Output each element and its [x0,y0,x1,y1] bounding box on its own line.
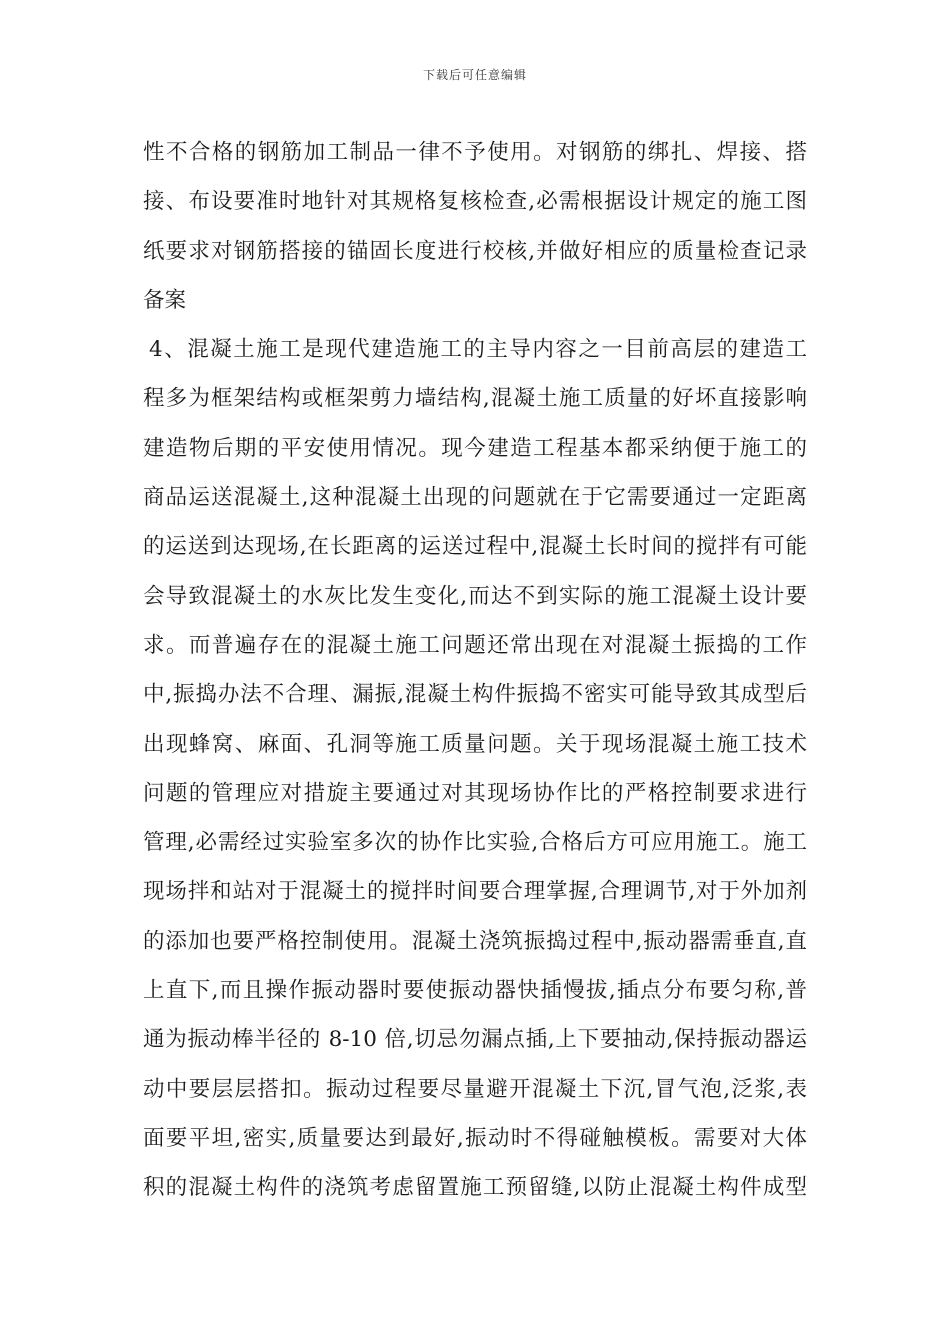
text-line: 出现蜂窝、麻面、孔洞等施工质量问题。关于现场混凝土施工技术 [143,731,807,757]
text-line: 会导致混凝土的水灰比发生变化,而达不到实际的施工混凝土设计要 [143,583,807,609]
text-line: 面要平坦,密实,质量要达到最好,振动时不得碰触模板。需要对大体 [143,1125,807,1151]
text-line: 备案 [143,287,187,313]
document-body [143,128,807,1213]
text-line: 问题的管理应对措旋主要通过对其现场协作比的严格控制要求进行 [143,780,807,806]
text-line: 接、布设要准时地针对其规格复核检查,必需根据设计规定的施工图 [143,189,807,215]
text-line: 动中要层层搭扣。振动过程要尽量避开混凝土下沉,冒气泡,泛浆,表 [143,1076,807,1102]
text-line: 管理,必需经过实验室多次的协作比实验,合格后方可应用施工。施工 [143,830,807,856]
text-line: 求。而普遍存在的混凝土施工问题还常出现在对混凝土振捣的工作 [143,632,807,658]
text-line: 4、混凝土施工是现代建造施工的主导内容之一目前高层的建造工 [149,337,807,363]
text-line: 程多为框架结构或框架剪力墙结构,混凝土施工质量的好坏直接影响 [143,386,807,412]
text-line: 的运送到达现场,在长距离的运送过程中,混凝土长时间的搅拌有可能 [143,534,807,560]
page-header: 下载后可任意编辑 [422,68,527,82]
text-line: 商品运送混凝土,这种混凝土出现的问题就在于它需要通过一定距离 [143,485,807,511]
text-line: 现场拌和站对于混凝土的搅拌时间要合理掌握,合理调节,对于外加剂 [143,879,807,905]
text-line: 积的混凝土构件的浇筑考虑留置施工预留缝,以防止混凝土构件成型 [143,1175,807,1201]
text-line: 中,振捣办法不合理、漏振,混凝土构件振捣不密实可能导致其成型后 [143,682,807,708]
text-line: 上直下,而且操作振动器时要使振动器快插慢拔,插点分布要匀称,普 [143,978,807,1004]
text-line: 纸要求对钢筋搭接的锚固长度进行校核,并做好相应的质量检查记录 [143,238,807,264]
text-line: 通为振动棒半径的 8-10 倍,切忌勿漏点插,上下要抽动,保持振动器运 [143,1027,807,1053]
text-line: 性不合格的钢筋加工制品一律不予使用。对钢筋的绑扎、焊接、搭 [143,140,807,165]
text-line: 建造物后期的平安使用情况。现今建造工程基本都采纳便于施工的 [143,435,807,461]
text-line: 的添加也要严格控制使用。混凝土浇筑振捣过程中,振动器需垂直,直 [143,928,807,954]
